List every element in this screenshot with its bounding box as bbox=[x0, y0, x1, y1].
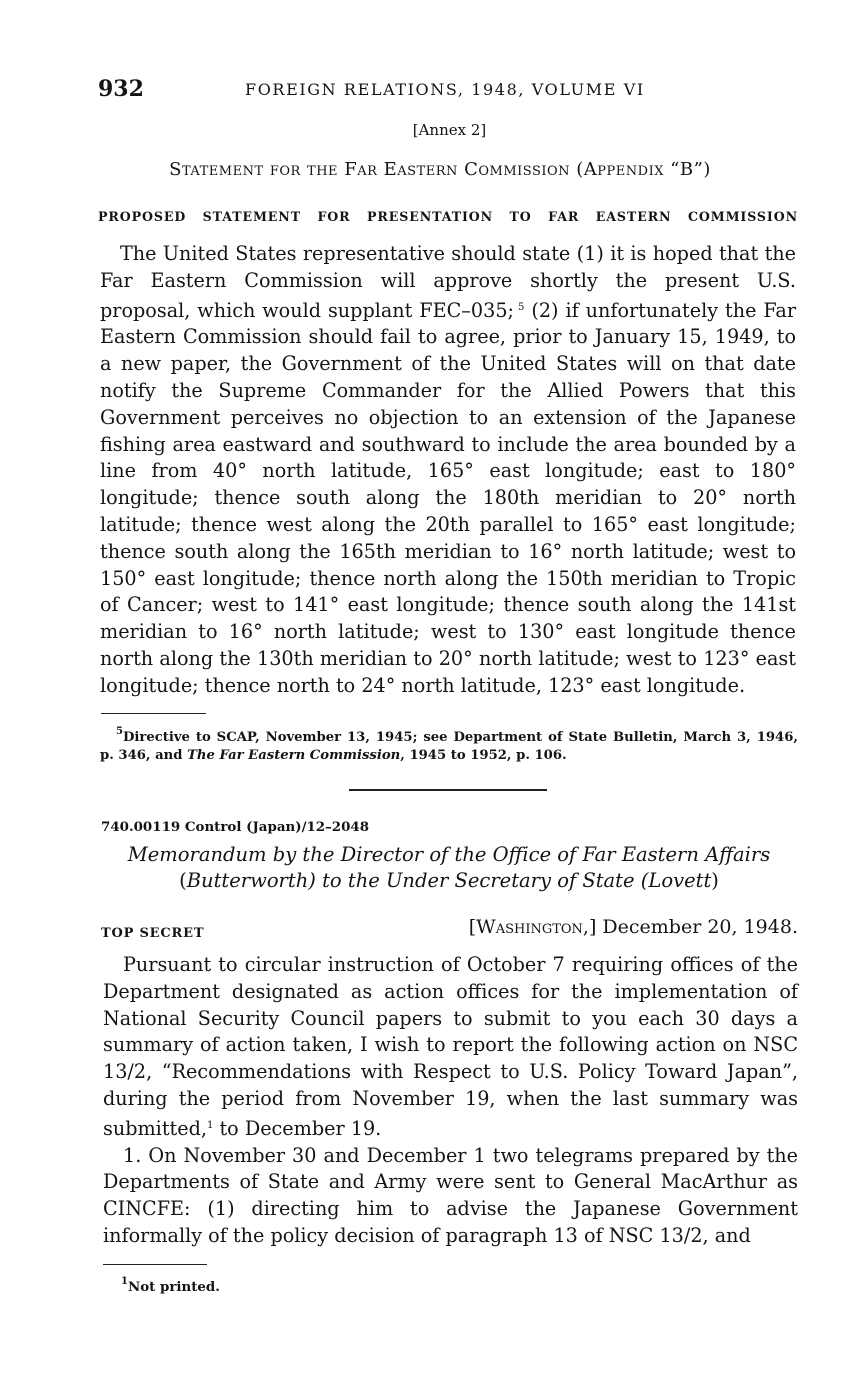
footnote-ref-1: 1 bbox=[206, 1119, 214, 1131]
footnote-rule-2 bbox=[103, 1264, 207, 1265]
footnote-ref-5: 5 bbox=[518, 301, 525, 313]
memo-title bbox=[100, 842, 798, 894]
footnote-5: $^5$Directive to SCAP, November 13, 1945; see Department of State Bulletin, March 3, 1946, p. 346, and The Far Eastern Commission, 1945 to 1952, p. 106. bbox=[100, 726, 798, 763]
memo-title-line1: Memorandum by the Director of the Office of Far Eastern Affairs bbox=[127, 843, 771, 866]
statement-text-part1: The United States representative should state (1) it is hoped that the Far Eastern Commission will approve shortly the present U.S. proposal, which would supplant FEC–035; bbox=[100, 242, 796, 322]
footnote-rule bbox=[101, 713, 206, 714]
statement-paragraph bbox=[100, 241, 796, 700]
memo-paragraph-2: 1. On November 30 and December 1 two telegrams prepared by the Departments of State and Army were sent to General MacArthur as CINCFE: (1) directing him to advise the Japanese Government informally of the policy decision of paragraph 13 of NSC 13/2, and bbox=[103, 1143, 798, 1247]
statement-text-part2: (2) if unfortunately the Far Eastern Commission should fail to agree, prior to January 15, 1949, to a new paper, the Government of the United States will on that date notify the Supreme Commander for the Allied Powers that this Government perceives no objection to an extension of the Japanese fishing area eastward and southward to include the area bounded by a line from 40° north latitude, 165° east longitude; east to 180° longitude; thence south along the 180th meridian to 20° north latitude; thence west along the 20th parallel to 165° east longitude; thence south along the 165th meridian to 16° north latitude; west to 150° east longitude; thence north along the 150th meridian to Tropic of Cancer; west to 141° east longitude; thence south along the 141st meridian to 16° north latitude; west to 130° east longitude thence north along the 130th meridian to 20° north latitude; west to 123° east longitude; thence north to 24° north latitude, 123° east longitude. bbox=[100, 298, 797, 697]
page-number: 932 bbox=[98, 76, 144, 102]
dateline bbox=[432, 916, 798, 938]
annex-label: [Annex 2] bbox=[412, 121, 487, 139]
footnote-number: 1 bbox=[121, 1276, 128, 1287]
footnote-italic-title: The Far Eastern Commission bbox=[187, 748, 401, 763]
classification-label: TOP SECRET bbox=[101, 926, 205, 941]
footnote-number: 5 bbox=[116, 726, 123, 737]
statement-subheading: PROPOSED STATEMENT FOR PRESENTATION TO FAR EASTERN COMMISSION bbox=[98, 209, 798, 224]
footnote-1: $^1$Not printed. bbox=[121, 1276, 220, 1295]
dateline-date: December 20, 1948. bbox=[596, 916, 798, 938]
memo-title-line2: (Butterworth) to the Under Secretary of State (Lovett) bbox=[179, 869, 719, 892]
dateline-place: [Washington,] bbox=[468, 916, 597, 938]
memo-body bbox=[103, 952, 798, 1250]
memo-paragraph-1: Pursuant to circular instruction of October 7 requiring offices of the Department designated as action offices for the implementation of National Security Council papers to submit to you each 30 days a summary of action taken, I wish to report the following action on NSC 13/2, “Recommendations with Respect to U.S. Policy Toward Japan”, during the period from November 19, when the last summary was submitted,$^1$ to December 19. bbox=[103, 953, 798, 1140]
running-title: FOREIGN RELATIONS, 1948, VOLUME VI bbox=[245, 80, 645, 99]
file-number: 740.00119 Control (Japan)/12–2048 bbox=[101, 819, 370, 835]
statement-title: Statement for the Far Eastern Commission (Appendix “B”) bbox=[169, 159, 711, 180]
section-separator bbox=[349, 789, 547, 791]
